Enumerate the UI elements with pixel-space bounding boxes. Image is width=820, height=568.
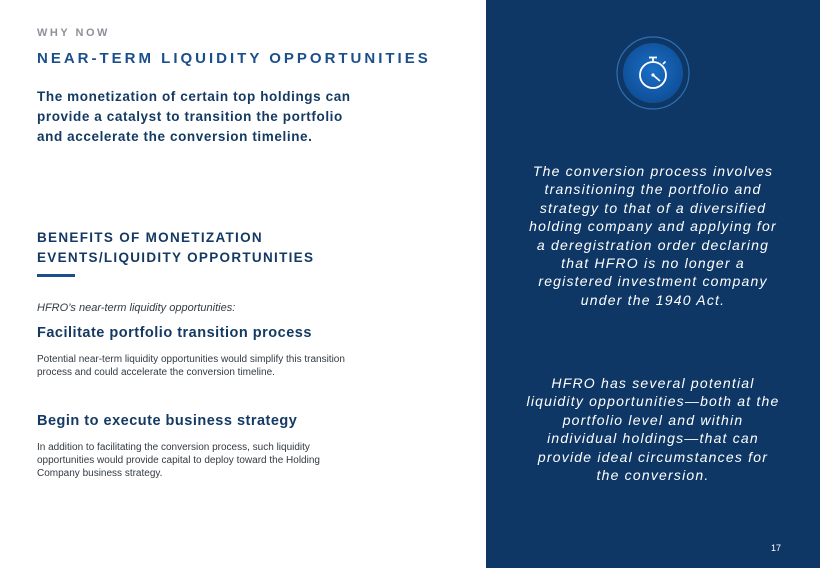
conversion-quote: The conversion process involves transitioning the portfolio and strategy to that of a diversified holding company and applying for a deregistration order declaring that HFRO is no longer a registered investment company under the 1940 Act.	[529, 163, 777, 308]
page-number: 17	[771, 543, 782, 553]
intro-text: HFRO’s near-term liquidity opportunities:	[37, 302, 236, 314]
heading-underline	[37, 274, 75, 277]
eyebrow-label: WHY NOW	[37, 27, 110, 39]
benefits-heading: BENEFITS OF MONETIZATION EVENTS/LIQUIDITY OPPORTUNITIES	[37, 230, 315, 265]
liquidity-quote: HFRO has several potential liquidity opportunities—both at the portfolio level and within individual holdings—that can provide ideal circumstances for the conversion.	[526, 375, 780, 484]
page-title: NEAR-TERM LIQUIDITY OPPORTUNITIES	[37, 50, 431, 67]
section-heading-strategy: Begin to execute business strategy	[37, 413, 298, 429]
section-body-strategy: In addition to facilitating the conversion process, such liquidity opportunities would provide capital to deploy toward the Holding Company business strategy.	[37, 442, 320, 479]
right-panel	[486, 0, 820, 568]
section-heading-transition: Facilitate portfolio transition process	[37, 325, 312, 341]
stopwatch-icon	[615, 35, 691, 111]
section-body-transition: Potential near-term liquidity opportunities would simplify this transition process and could accelerate the conversion timeline.	[37, 354, 345, 378]
lead-statement: The monetization of certain top holdings can provide a catalyst to transition the portfolio and accelerate the conversion timeline.	[37, 89, 351, 144]
